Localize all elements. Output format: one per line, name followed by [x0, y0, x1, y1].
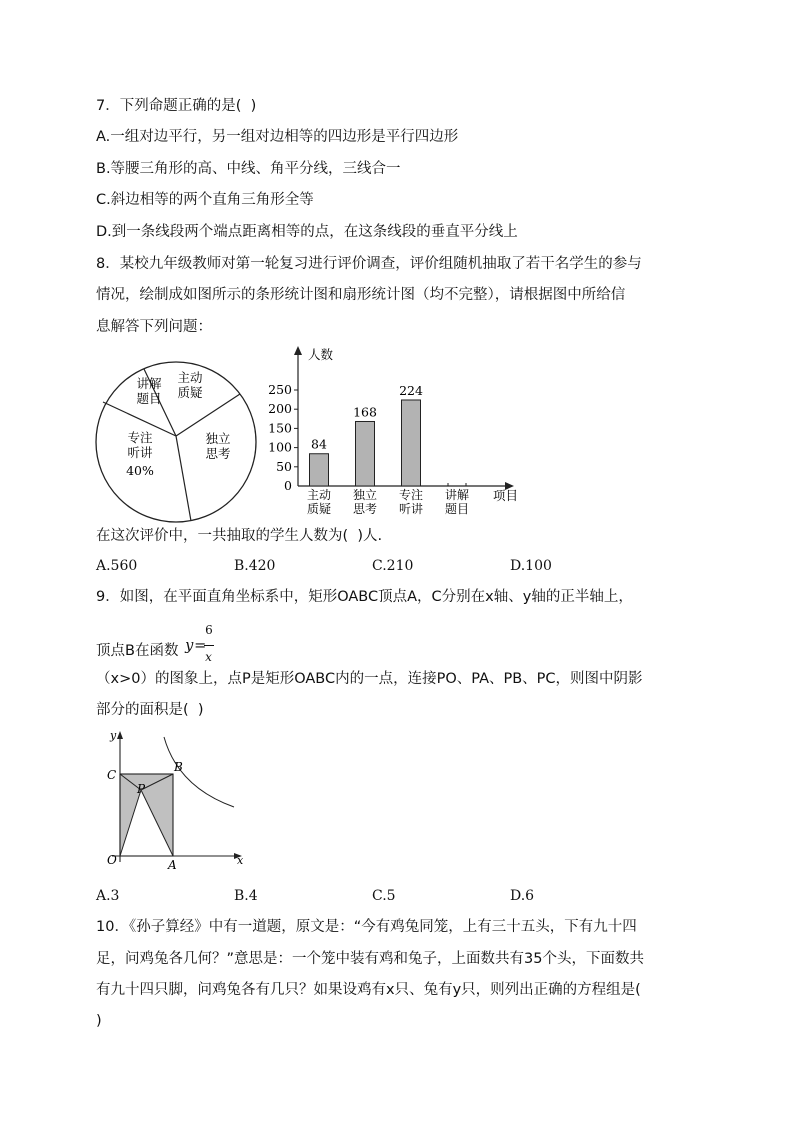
bar-ytick-label-150: 150	[268, 420, 292, 436]
bar-chart	[262, 342, 532, 522]
q9-line-2	[96, 623, 217, 664]
q9-func-y: y	[185, 638, 194, 654]
pie-divider-3	[176, 436, 191, 521]
bar-category-label-3-line1: 讲解	[444, 488, 470, 502]
q10-line-4: )	[96, 1013, 102, 1029]
q9-option-b: B.4	[234, 888, 258, 904]
q9-figure	[98, 727, 258, 872]
q7-option-b: B.等腰三角形的高、中线、角平分线，三线合一	[96, 161, 401, 177]
q7-option-a: A.一组对边平行，另一组对边相等的四边形是平行四边形	[96, 129, 459, 145]
pie-chart	[92, 358, 262, 528]
bar-value-label-2: 224	[399, 382, 423, 398]
q10-line-1: 10．《孙子算经》中有一道题，原文是：“今有鸡兔同笼，上有三十五头，下有九十四	[96, 919, 637, 935]
q9-label-o: O	[107, 853, 117, 867]
bar-value-label-0: 84	[311, 436, 327, 452]
q8-option-c: C.210	[372, 558, 414, 574]
q9-option-a: A.3	[96, 888, 120, 904]
q9-label-a: A	[168, 858, 177, 872]
pie-label-duli-2: 思考	[205, 446, 231, 461]
q7-option-c: C.斜边相等的两个直角三角形全等	[96, 192, 314, 208]
pie-label-zhuanzhu-2: 听讲	[127, 445, 153, 460]
q9-stem: 9．如图，在平面直角坐标系中，矩形OABC顶点A，C分别在x轴、y轴的正半轴上，	[96, 589, 633, 605]
q9-line2-prefix: 顶点B在函数	[96, 643, 179, 659]
q7-stem: 7．下列命题正确的是( )	[96, 98, 257, 114]
q7-option-d: D.到一条线段两个端点距离相等的点，在这条线段的垂直平分线上	[96, 224, 518, 240]
q9-fraction-bar	[204, 645, 214, 646]
bar-y-axis-arrow	[294, 346, 302, 355]
q9-label-y: y	[110, 729, 117, 742]
q9-func-numerator: 6	[205, 623, 213, 637]
q9-option-d: D.6	[510, 888, 535, 904]
bar-value-label-1: 168	[353, 404, 377, 420]
bar-category-label-1-line2: 思考	[352, 502, 378, 516]
q10-line-3: 有九十四只脚，问鸡兔各有几只？如果设鸡有x只、兔有y只，则列出正确的方程组是(	[96, 982, 641, 998]
bar-category-label-2-line1: 专注	[398, 488, 424, 502]
bar-ytick-label-0: 0	[284, 478, 292, 493]
pie-divider-2	[176, 394, 240, 436]
bar-category-label-2-line2: 听讲	[398, 502, 424, 516]
q9-label-b: B	[174, 760, 183, 774]
q9-option-c: C.5	[372, 888, 396, 904]
bar-ytick-label-50: 50	[276, 458, 292, 474]
pie-label-duli-1: 独立	[205, 431, 231, 446]
pie-label-jiangjie-2: 题目	[136, 391, 162, 406]
q9-func-denominator: x	[205, 650, 212, 664]
bar-ylabel: 人数	[308, 347, 334, 362]
q8-option-b: B.420	[234, 558, 276, 574]
q9-y-axis-arrow	[117, 731, 123, 739]
bar-xlabel: 项目	[493, 488, 519, 503]
q9-func-eq: =	[194, 638, 207, 654]
q8-option-d: D.100	[510, 558, 552, 574]
bar-0	[310, 454, 329, 486]
q8-stem-line-3: 息解答下列问题：	[96, 319, 212, 335]
q10-line-2: 足，问鸡兔各几何？”意思是：一个笼中装有鸡和兔子，上面数共有35个头，下面数共	[96, 951, 644, 967]
q8-stem-line-2: 情况，绘制成如图所示的条形统计图和扇形统计图（均不完整），请根据图中所给信	[96, 287, 626, 303]
bar-ytick-label-250: 250	[268, 382, 292, 397]
bar-ytick-label-200: 200	[268, 401, 292, 417]
pie-label-zhudong-2: 质疑	[177, 385, 203, 400]
q9-line-4: 部分的面积是( )	[96, 702, 204, 718]
pie-label-zhuanzhu-1: 专注	[127, 430, 153, 445]
q8-question: 在这次评价中，一共抽取的学生人数为( )人.	[96, 528, 383, 544]
bar-category-label-1-line1: 独立	[352, 488, 378, 502]
pie-label-jiangjie-1: 讲解	[136, 376, 162, 391]
bar-category-label-0-line1: 主动	[306, 488, 332, 502]
bar-1	[356, 421, 375, 486]
q9-function-formula	[183, 623, 217, 664]
q8-option-a: A.560	[96, 558, 138, 574]
bar-2	[402, 400, 421, 486]
q9-label-p: P	[137, 782, 146, 796]
q8-stem-line-1: 8．某校九年级教师对第一轮复习进行评价调查，评价组随机抽取了若干名学生的参与	[96, 256, 642, 272]
bar-category-label-3-line2: 题目	[444, 502, 470, 516]
bar-category-label-0-line2: 质疑	[306, 502, 332, 516]
pie-circle	[96, 362, 256, 522]
q9-label-c: C	[107, 768, 117, 782]
q9-label-x: x	[237, 854, 244, 867]
pie-label-zhuanzhu-percent: 40%	[126, 463, 154, 478]
q9-line-3: （x>0）的图象上，点P是矩形OABC内的一点，连接PO、PA、PB、PC，则图中阴影	[96, 671, 643, 687]
bar-ytick-label-100: 100	[268, 439, 292, 455]
pie-label-zhudong-1: 主动	[177, 370, 203, 385]
